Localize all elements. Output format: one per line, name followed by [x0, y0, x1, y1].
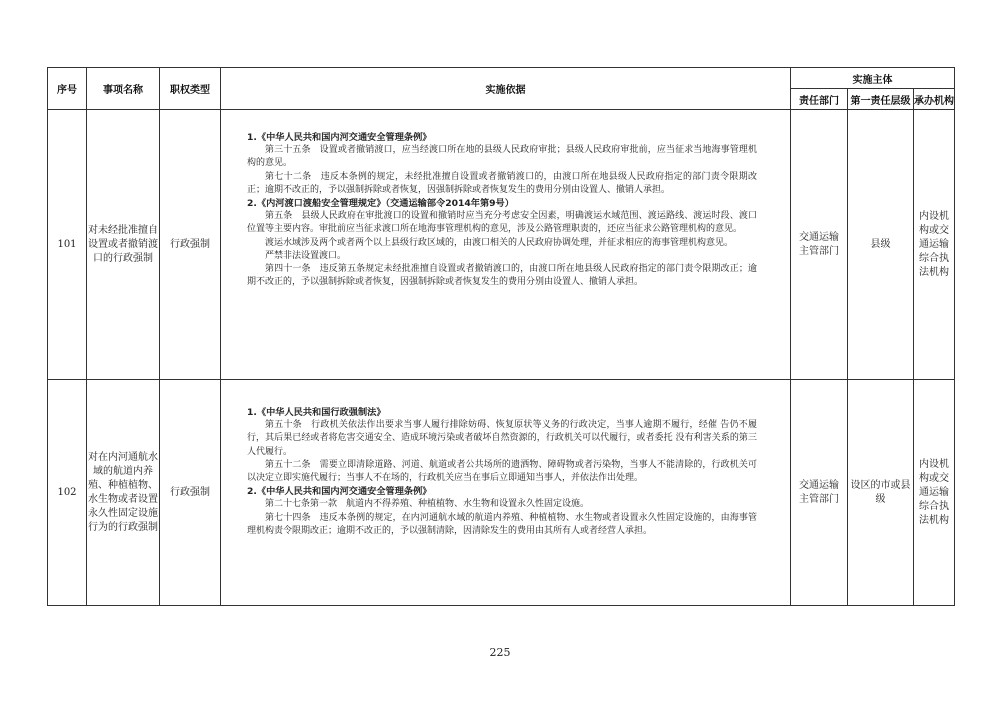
basis-paragraph: 第五条 县级人民政府在审批渡口的设置和撤销时应当充分考虑安全因素，明确渡运水域范围、渡运路线、渡运时段、渡口位置等主要内容。审批前应当征求渡口所在地海事管理机构的意见，涉及公路管理职责的，还应当征求公路管理机构的意见。 [247, 211, 757, 235]
basis-law-title: 1.《中华人民共和国内河交通安全管理条例》 [247, 132, 432, 143]
row-agency: 内设机构或交通运输综合执法机构 [914, 380, 955, 606]
header-item-name: 事项名称 [87, 68, 160, 110]
basis-law-title: 1.《中华人民共和国行政强制法》 [247, 407, 386, 418]
basis-paragraph: 渡运水域涉及两个或者两个以上县级行政区域的，由渡口相关的人民政府协调处理，并征求相应的海事管理机构意见。 [265, 237, 734, 248]
basis-paragraph: 严禁非法设置渡口。 [265, 250, 347, 261]
basis-paragraph: 第五十二条 需要立即清除道路、河道、航道或者公共场所的遗洒物、障碍物或者污染物，当事人不能清除的，行政机关可以决定立即实施代履行；当事人不在场的，行政机关应当在事后立即通知当事人，并依法作出处理。 [247, 459, 757, 484]
basis-paragraph: 第七十四条 违反本条例的规定，在内河通航水域的航道内养殖、种植植物、水生物或者设置永久性固定设施的，由海事管理机构责令限期改正；逾期不改正的，予以强制清除，因清除发生的费用由其所有人或者经营人承担。 [247, 512, 757, 536]
row-level: 县级 [848, 110, 914, 380]
basis-law-title: 2.《内河渡口渡船安全管理规定》（交通运输部令2014年第9号） [247, 198, 514, 210]
row-item-name: 对未经批准擅自设置或者撤销渡口的行政强制 [87, 110, 160, 380]
header-basis: 实施依据 [221, 68, 791, 110]
row-seq: 102 [48, 380, 87, 606]
table-row [48, 380, 955, 606]
basis-law-title: 2.《中华人民共和国内河交通安全管理条例》 [247, 486, 432, 498]
page-number: 225 [489, 646, 511, 659]
header-agency: 承办机构 [914, 89, 955, 110]
basis-paragraph: 第三十五条 设置或者撤销渡口，应当经渡口所在地的县级人民政府审批；县级人民政府审批前，应当征求当地海事管理机构的意见。 [247, 145, 757, 169]
header-power-type: 职权类型 [160, 68, 221, 110]
header-subject: 实施主体 [791, 68, 955, 89]
row-basis [221, 110, 791, 380]
row-dept: 交通运输主管部门 [791, 380, 848, 606]
row-basis [221, 380, 791, 606]
basis-paragraph: 第七十二条 违反本条例的规定，未经批准擅自设置或者撤销渡口的，由渡口所在地县级人民政府指定的部门责令限期改正；逾期不改正的，予以强制拆除或者恢复，因强制拆除或者恢复发生的费用分别由设置人、撤销人承担。 [247, 171, 757, 195]
basis-paragraph: 第四十一条 违反第五条规定未经批准擅自设置或者撤销渡口的，由渡口所在地县级人民政府指定的部门责令限期改正；逾期不改正的，予以强制拆除或者恢复，因强制拆除或者恢复发生的费用分别由设置人、撤销人承担。 [247, 264, 757, 288]
row-level: 设区的市或县级 [848, 380, 914, 606]
table-row [48, 110, 955, 380]
row-agency: 内设机构或交通运输综合执法机构 [914, 110, 955, 380]
row-power-type: 行政强制 [160, 380, 221, 606]
row-seq: 101 [48, 110, 87, 380]
header-dept: 责任部门 [791, 89, 848, 110]
header-level: 第一责任层级 [848, 89, 914, 110]
header-seq: 序号 [48, 68, 87, 110]
row-power-type: 行政强制 [160, 110, 221, 380]
row-item-name: 对在内河通航水域的航道内养殖、种植植物、水生物或者设置永久性固定设施行为的行政强制 [87, 380, 160, 606]
row-dept: 交通运输主管部门 [791, 110, 848, 380]
basis-paragraph: 第五十条 行政机关依法作出要求当事人履行排除妨碍、恢复原状等义务的行政决定，当事人逾期不履行，经催 告仍不履行，其后果已经或者将危害交通安全、造成环境污染或者破坏自然资源的，行政机关可以代履行，或者委托 没有利害关系的第三人代履行。 [247, 420, 757, 457]
enforcement-items-table [47, 67, 955, 606]
basis-paragraph: 第二十七条第一款 航道内不得养殖、种植植物、水生物和设置永久性固定设施。 [265, 499, 590, 510]
